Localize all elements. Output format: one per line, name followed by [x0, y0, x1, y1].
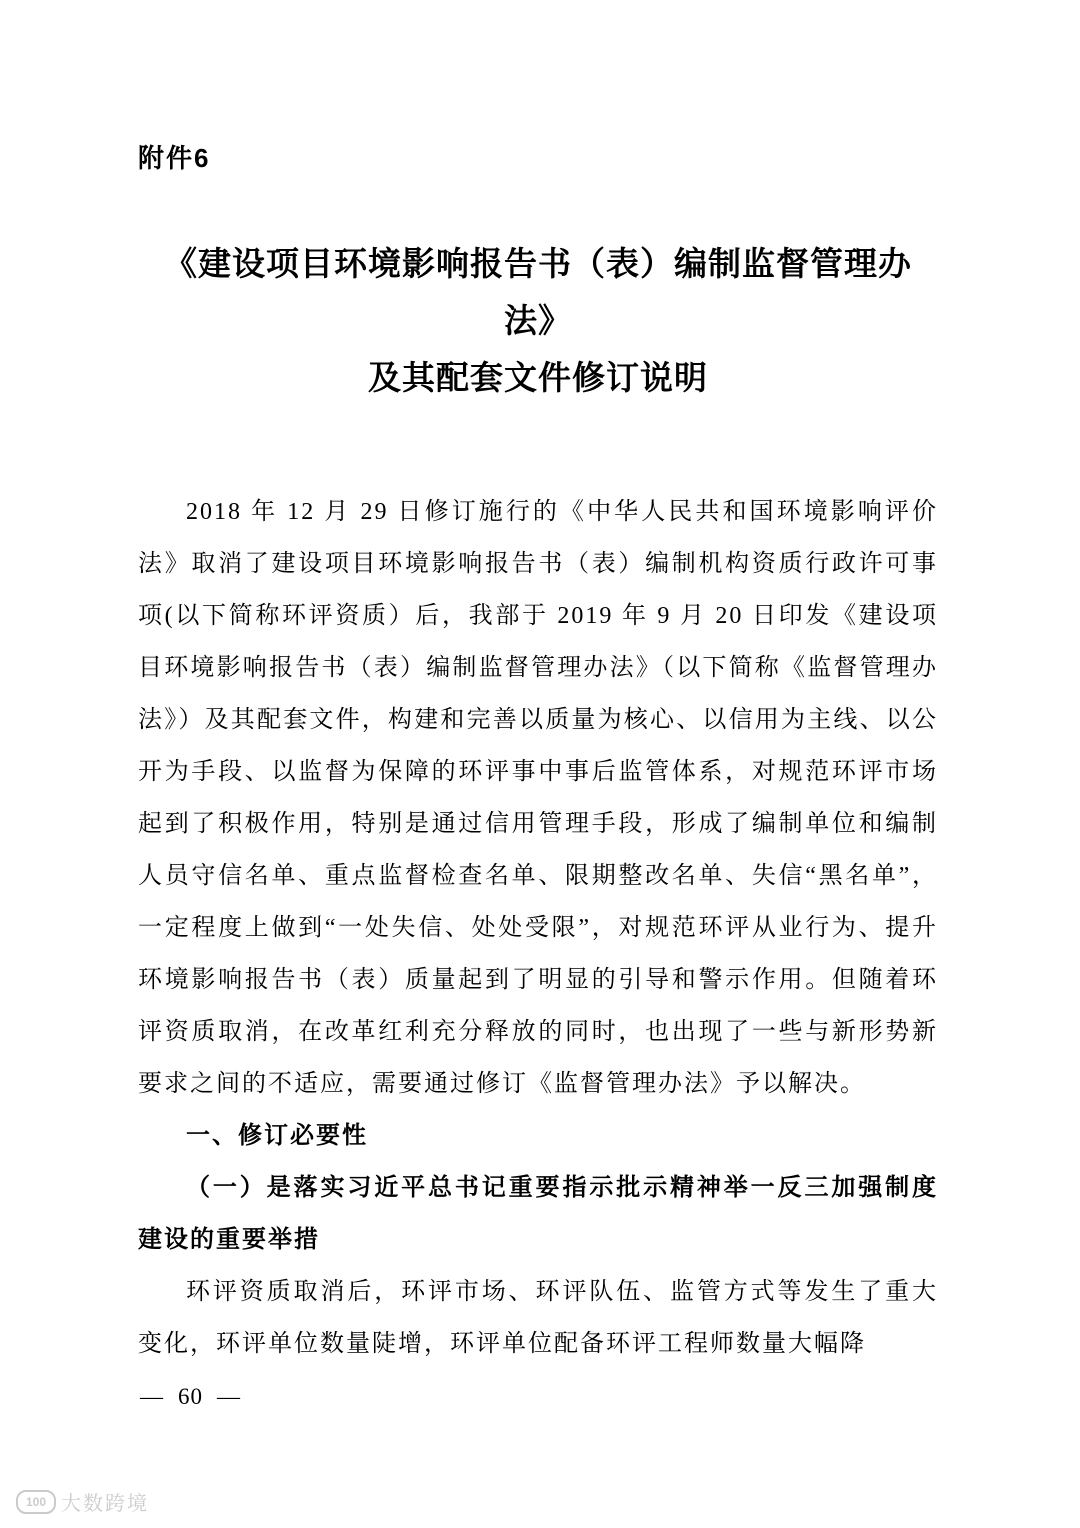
paragraph-1: 2018 年 12 月 29 日修订施行的《中华人民共和国环境影响评价法》取消了建设项目环境影响报告书（表）编制机构资质行政许可事项(以下简称环评资质）后，我部于 2019 年 9 月 20 日印发《建设项目环境影响报告书（表）编制监督管理办法》（以下简称《监督管理办法》）及其配套文件，构建和完善以质量为核心、以信用为主线、以公开为手段、以监督为保障的环评事中事后监管体系，对规范环评市场起到了积极作用，特别是通过信用管理手段，形成了编制单位和编制人员守信名单、重点监督检查名单、限期整改名单、失信“黑名单”，一定程度上做到“一处失信、处处受限”，对规范环评从业行为、提升环境影响报告书（表）质量起到了明显的引导和警示作用。但随着环评资质取消，在改革红利充分释放的同时，也出现了一些与新形势新要求之间的不适应，需要通过修订《监督管理办法》予以解决。	[138, 499, 938, 1097]
attachment-label: 附件6	[138, 143, 211, 173]
document-title	[138, 237, 938, 408]
section-heading-1: 一、修订必要性	[186, 1122, 368, 1149]
page-number: 60	[178, 1384, 203, 1409]
footer-right-dash: —	[217, 1384, 241, 1409]
footer-left-dash: —	[140, 1384, 164, 1409]
section-heading-2: （一）是落实习近平总书记重要指示批示精神举一反三加强制度建设的重要举措	[138, 1174, 938, 1253]
watermark-text: 大数跨境	[61, 1493, 149, 1515]
title-line-1: 《建设项目环境影响报告书（表）编制监督管理办法》	[164, 247, 912, 340]
page-footer	[140, 1384, 241, 1410]
watermark-logo	[16, 1487, 149, 1516]
paragraph-2: 环评资质取消后，环评市场、环评队伍、监管方式等发生了重大变化，环评单位数量陡增，环评单位配备环评工程师数量大幅降	[138, 1279, 938, 1357]
watermark-badge-icon: 100	[16, 1490, 56, 1514]
title-line-2: 及其配套文件修订说明	[368, 361, 708, 397]
